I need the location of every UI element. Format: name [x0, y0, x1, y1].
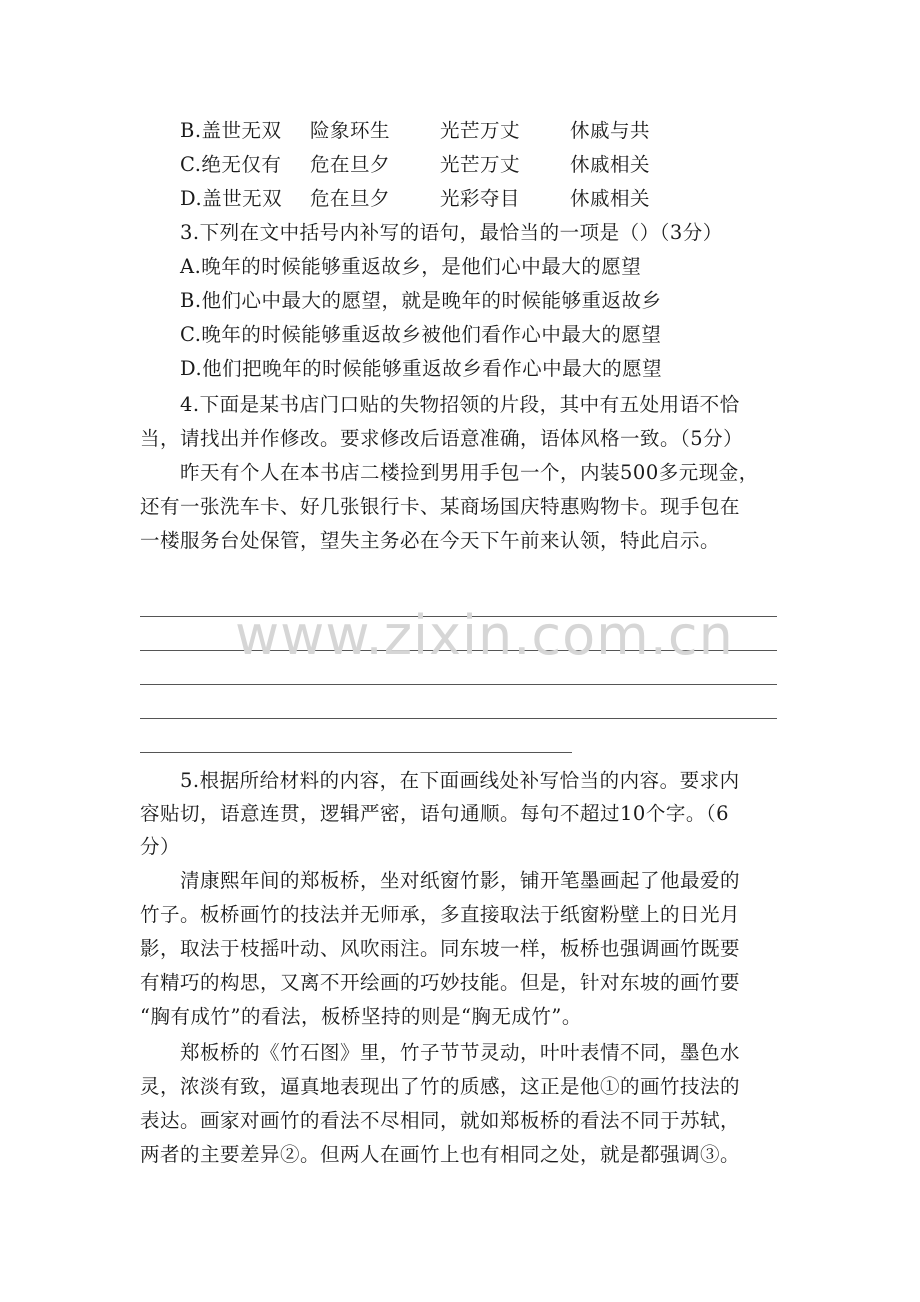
q5-stem-line: 分） — [140, 835, 181, 858]
q5-paragraph-line: 影，取法于枝摇叶动、风吹雨注。同东坡一样，板桥也强调画竹既要 — [140, 937, 741, 960]
q2-option-label: B.盖世无双 — [180, 119, 282, 142]
q3-option-b: B.他们心中最大的愿望，就是晚年的时候能够重返故乡 — [180, 289, 662, 312]
q5-stem-line: 容贴切，语意连贯，逻辑严密，语句通顺。每句不超过10个字。（6 — [140, 802, 729, 825]
q2-option-word: 光彩夺目 — [440, 187, 521, 210]
q3-option-c: C.晚年的时候能够重返故乡被他们看作心中最大的愿望 — [180, 323, 662, 346]
q5-paragraph-line: 郑板桥的《竹石图》里，竹子节节灵动，叶叶表情不同，墨色水 — [180, 1041, 741, 1064]
q5-paragraph-line: 表达。画家对画竹的看法不尽相同，就如郑板桥的看法不同于苏轼， — [140, 1109, 741, 1132]
q2-option-word: 光芒万丈 — [440, 153, 521, 176]
q4-stem-line: 4.下面是某书店门口贴的失物招领的片段，其中有五处用语不恰 — [180, 393, 740, 416]
q4-stem-line: 当，请找出并作修改。要求修改后语意准确，语体风格一致。（5分） — [140, 427, 744, 450]
q2-option-word: 休戚相关 — [570, 187, 651, 210]
q4-passage-line: 昨天有个人在本书店二楼捡到男用手包一个，内装500多元现金， — [180, 461, 759, 484]
q2-option-word: 危在旦夕 — [310, 153, 391, 176]
q5-paragraph-line: “胸有成竹”的看法，板桥坚持的则是“胸无成竹”。 — [140, 1005, 582, 1028]
q5-paragraph-line: 灵，浓淡有致，逼真地表现出了竹的质感，这正是他①的画竹技法的 — [140, 1075, 741, 1098]
q5-paragraph-line: 竹子。板桥画竹的技法并无师承，多直接取法于纸窗粉壁上的日光月 — [140, 903, 741, 926]
q2-option-label: D.盖世无双 — [180, 187, 283, 210]
q3-option-d: D.他们把晚年的时候能够重返故乡看作心中最大的愿望 — [180, 357, 663, 380]
q2-option-d — [180, 182, 820, 216]
q5-paragraph-line: 清康熙年间的郑板桥，坐对纸窗竹影，铺开笔墨画起了他最爱的 — [180, 869, 741, 892]
q2-option-word: 险象环生 — [310, 119, 391, 142]
q4-passage-line: 还有一张洗车卡、好几张银行卡、某商场国庆特惠购物卡。现手包在 — [140, 495, 741, 518]
q3-option-a: A.晚年的时候能够重返故乡，是他们心中最大的愿望 — [180, 255, 642, 278]
q2-option-word: 休戚与共 — [570, 119, 651, 142]
q2-option-word: 危在旦夕 — [310, 187, 391, 210]
q2-option-word: 休戚相关 — [570, 153, 651, 176]
q5-paragraph-line: 两者的主要差异②。但两人在画竹上也有相同之处，就是都强调③。 — [140, 1143, 741, 1166]
q2-option-word: 光芒万丈 — [440, 119, 521, 142]
q5-paragraph-line: 有精巧的构思，又离不开绘画的巧妙技能。但是，针对东坡的画竹要 — [140, 971, 741, 994]
q5-stem-line: 5.根据所给材料的内容，在下面画线处补写恰当的内容。要求内 — [180, 769, 740, 792]
answer-line — [140, 718, 777, 719]
q2-option-c — [180, 148, 820, 182]
answer-line — [140, 752, 572, 753]
q2-option-label: C.绝无仅有 — [180, 153, 282, 176]
answer-line — [140, 684, 777, 685]
q4-passage-line: 一楼服务台处保管，望失主务必在今天下午前来认领，特此启示。 — [140, 529, 721, 552]
watermark: www.zixin.com.cn — [235, 604, 734, 667]
q3-stem: 3.下列在文中括号内补写的语句，最恰当的一项是（）（3分） — [180, 221, 723, 244]
q2-option-b — [180, 114, 820, 148]
